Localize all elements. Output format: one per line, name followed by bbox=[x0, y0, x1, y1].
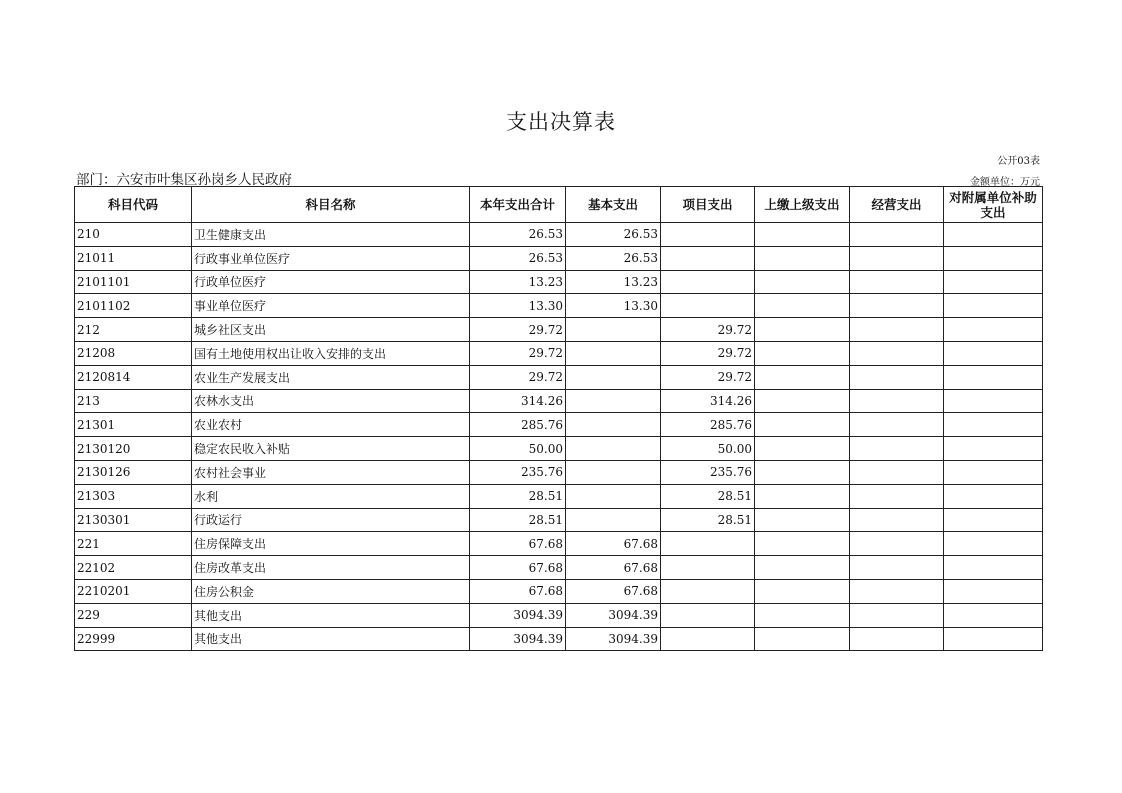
cell-project bbox=[661, 223, 755, 247]
cell-business bbox=[850, 270, 944, 294]
cell-total: 314.26 bbox=[470, 389, 566, 413]
cell-business bbox=[850, 508, 944, 532]
cell-total: 3094.39 bbox=[470, 627, 566, 651]
cell-basic bbox=[566, 437, 661, 461]
table-row bbox=[75, 579, 1043, 603]
cell-basic: 67.68 bbox=[566, 532, 661, 556]
header-subject-name: 科目名称 bbox=[192, 187, 470, 223]
expenditure-table bbox=[74, 186, 1043, 651]
cell-upper-level bbox=[755, 484, 850, 508]
page-title: 支出决算表 bbox=[506, 110, 616, 134]
cell-upper-level bbox=[755, 579, 850, 603]
cell-subject-name: 农村社会事业 bbox=[192, 460, 470, 484]
cell-subsidy bbox=[944, 460, 1043, 484]
cell-total: 3094.39 bbox=[470, 603, 566, 627]
header-project-expenditure: 项目支出 bbox=[661, 187, 755, 223]
cell-basic bbox=[566, 365, 661, 389]
cell-total: 26.53 bbox=[470, 223, 566, 247]
cell-subsidy bbox=[944, 556, 1043, 580]
cell-subject-code: 210 bbox=[75, 223, 192, 247]
cell-business bbox=[850, 413, 944, 437]
cell-business bbox=[850, 318, 944, 342]
cell-subject-code: 2130120 bbox=[75, 437, 192, 461]
cell-total: 29.72 bbox=[470, 318, 566, 342]
cell-subsidy bbox=[944, 365, 1043, 389]
table-row bbox=[75, 413, 1043, 437]
cell-upper-level bbox=[755, 270, 850, 294]
cell-subject-name: 住房保障支出 bbox=[192, 532, 470, 556]
cell-subject-name: 农林水支出 bbox=[192, 389, 470, 413]
cell-business bbox=[850, 484, 944, 508]
cell-project bbox=[661, 579, 755, 603]
cell-business bbox=[850, 365, 944, 389]
cell-subsidy bbox=[944, 341, 1043, 365]
cell-subject-code: 212 bbox=[75, 318, 192, 342]
cell-business bbox=[850, 223, 944, 247]
table-row bbox=[75, 460, 1043, 484]
cell-business bbox=[850, 389, 944, 413]
cell-project bbox=[661, 532, 755, 556]
cell-project bbox=[661, 270, 755, 294]
cell-subsidy bbox=[944, 246, 1043, 270]
cell-project: 29.72 bbox=[661, 318, 755, 342]
cell-basic bbox=[566, 460, 661, 484]
table-row bbox=[75, 294, 1043, 318]
cell-subject-code: 213 bbox=[75, 389, 192, 413]
cell-subject-code: 2210201 bbox=[75, 579, 192, 603]
cell-total: 29.72 bbox=[470, 341, 566, 365]
cell-project: 235.76 bbox=[661, 460, 755, 484]
cell-subject-name: 农业农村 bbox=[192, 413, 470, 437]
cell-subject-code: 2101101 bbox=[75, 270, 192, 294]
header-basic-expenditure: 基本支出 bbox=[566, 187, 661, 223]
cell-project: 28.51 bbox=[661, 484, 755, 508]
table-row bbox=[75, 627, 1043, 651]
header-subject-code: 科目代码 bbox=[75, 187, 192, 223]
cell-total: 13.30 bbox=[470, 294, 566, 318]
cell-project: 29.72 bbox=[661, 365, 755, 389]
table-row bbox=[75, 508, 1043, 532]
cell-total: 67.68 bbox=[470, 556, 566, 580]
cell-project: 28.51 bbox=[661, 508, 755, 532]
cell-subject-code: 21011 bbox=[75, 246, 192, 270]
cell-project: 50.00 bbox=[661, 437, 755, 461]
cell-business bbox=[850, 603, 944, 627]
table-header-row bbox=[75, 187, 1043, 223]
cell-project bbox=[661, 556, 755, 580]
cell-subject-name: 其他支出 bbox=[192, 627, 470, 651]
table-row bbox=[75, 318, 1043, 342]
cell-project bbox=[661, 294, 755, 318]
cell-subsidy bbox=[944, 270, 1043, 294]
cell-basic: 26.53 bbox=[566, 246, 661, 270]
cell-total: 28.51 bbox=[470, 484, 566, 508]
table-row bbox=[75, 223, 1043, 247]
cell-upper-level bbox=[755, 318, 850, 342]
cell-subsidy bbox=[944, 318, 1043, 342]
header-affiliate-subsidy: 对附属单位补助支出 bbox=[944, 187, 1043, 223]
cell-business bbox=[850, 532, 944, 556]
cell-subsidy bbox=[944, 294, 1043, 318]
cell-subject-code: 21301 bbox=[75, 413, 192, 437]
cell-subject-code: 221 bbox=[75, 532, 192, 556]
cell-subject-name: 行政运行 bbox=[192, 508, 470, 532]
cell-subject-code: 22999 bbox=[75, 627, 192, 651]
amount-unit-label: 金额单位：万元 bbox=[970, 177, 1040, 188]
cell-basic bbox=[566, 508, 661, 532]
cell-subsidy bbox=[944, 532, 1043, 556]
cell-basic: 13.23 bbox=[566, 270, 661, 294]
cell-subject-code: 2120814 bbox=[75, 365, 192, 389]
cell-project bbox=[661, 627, 755, 651]
table-row bbox=[75, 556, 1043, 580]
cell-subject-name: 稳定农民收入补贴 bbox=[192, 437, 470, 461]
table-row bbox=[75, 603, 1043, 627]
cell-project: 314.26 bbox=[661, 389, 755, 413]
cell-project: 29.72 bbox=[661, 341, 755, 365]
cell-subject-name: 其他支出 bbox=[192, 603, 470, 627]
cell-subject-name: 城乡社区支出 bbox=[192, 318, 470, 342]
cell-subject-code: 21208 bbox=[75, 341, 192, 365]
department-label: 部门：六安市叶集区孙岗乡人民政府 bbox=[76, 172, 292, 188]
cell-subsidy bbox=[944, 627, 1043, 651]
cell-subject-name: 住房改革支出 bbox=[192, 556, 470, 580]
cell-upper-level bbox=[755, 294, 850, 318]
cell-subject-name: 住房公积金 bbox=[192, 579, 470, 603]
cell-subject-name: 卫生健康支出 bbox=[192, 223, 470, 247]
cell-business bbox=[850, 246, 944, 270]
cell-upper-level bbox=[755, 246, 850, 270]
table-row bbox=[75, 246, 1043, 270]
header-business-expenditure: 经营支出 bbox=[850, 187, 944, 223]
cell-subsidy bbox=[944, 579, 1043, 603]
cell-upper-level bbox=[755, 603, 850, 627]
table-row bbox=[75, 270, 1043, 294]
cell-upper-level bbox=[755, 223, 850, 247]
cell-business bbox=[850, 437, 944, 461]
cell-total: 285.76 bbox=[470, 413, 566, 437]
table-row bbox=[75, 532, 1043, 556]
cell-project: 285.76 bbox=[661, 413, 755, 437]
cell-upper-level bbox=[755, 627, 850, 651]
cell-total: 29.72 bbox=[470, 365, 566, 389]
cell-total: 50.00 bbox=[470, 437, 566, 461]
cell-upper-level bbox=[755, 460, 850, 484]
cell-business bbox=[850, 341, 944, 365]
table-row bbox=[75, 437, 1043, 461]
cell-upper-level bbox=[755, 413, 850, 437]
cell-basic: 3094.39 bbox=[566, 603, 661, 627]
cell-subsidy bbox=[944, 484, 1043, 508]
cell-total: 235.76 bbox=[470, 460, 566, 484]
cell-subject-name: 水利 bbox=[192, 484, 470, 508]
cell-subject-code: 2101102 bbox=[75, 294, 192, 318]
cell-subject-name: 行政事业单位医疗 bbox=[192, 246, 470, 270]
cell-subject-name: 事业单位医疗 bbox=[192, 294, 470, 318]
cell-upper-level bbox=[755, 389, 850, 413]
cell-upper-level bbox=[755, 437, 850, 461]
cell-basic bbox=[566, 318, 661, 342]
cell-subsidy bbox=[944, 413, 1043, 437]
cell-subject-code: 229 bbox=[75, 603, 192, 627]
cell-total: 13.23 bbox=[470, 270, 566, 294]
cell-subject-code: 21303 bbox=[75, 484, 192, 508]
cell-business bbox=[850, 460, 944, 484]
cell-subject-code: 2130126 bbox=[75, 460, 192, 484]
cell-project bbox=[661, 603, 755, 627]
cell-subsidy bbox=[944, 603, 1043, 627]
cell-total: 67.68 bbox=[470, 532, 566, 556]
cell-basic: 67.68 bbox=[566, 556, 661, 580]
cell-business bbox=[850, 627, 944, 651]
cell-subsidy bbox=[944, 389, 1043, 413]
cell-basic: 13.30 bbox=[566, 294, 661, 318]
cell-subsidy bbox=[944, 437, 1043, 461]
cell-subject-name: 行政单位医疗 bbox=[192, 270, 470, 294]
cell-project bbox=[661, 246, 755, 270]
header-upper-level-payment: 上缴上级支出 bbox=[755, 187, 850, 223]
cell-upper-level bbox=[755, 556, 850, 580]
table-row bbox=[75, 341, 1043, 365]
cell-upper-level bbox=[755, 508, 850, 532]
cell-subsidy bbox=[944, 508, 1043, 532]
form-code: 公开03表 bbox=[997, 156, 1040, 167]
cell-subject-name: 国有土地使用权出让收入安排的支出 bbox=[192, 341, 470, 365]
cell-upper-level bbox=[755, 532, 850, 556]
cell-subject-name: 农业生产发展支出 bbox=[192, 365, 470, 389]
header-total-expenditure: 本年支出合计 bbox=[470, 187, 566, 223]
cell-subject-code: 22102 bbox=[75, 556, 192, 580]
table-row bbox=[75, 389, 1043, 413]
cell-basic: 26.53 bbox=[566, 223, 661, 247]
cell-subsidy bbox=[944, 223, 1043, 247]
cell-basic: 67.68 bbox=[566, 579, 661, 603]
cell-total: 28.51 bbox=[470, 508, 566, 532]
cell-business bbox=[850, 294, 944, 318]
cell-basic bbox=[566, 413, 661, 437]
cell-total: 67.68 bbox=[470, 579, 566, 603]
table-row bbox=[75, 484, 1043, 508]
cell-basic bbox=[566, 341, 661, 365]
table-row bbox=[75, 365, 1043, 389]
cell-basic bbox=[566, 484, 661, 508]
cell-business bbox=[850, 579, 944, 603]
cell-subject-code: 2130301 bbox=[75, 508, 192, 532]
cell-upper-level bbox=[755, 365, 850, 389]
cell-total: 26.53 bbox=[470, 246, 566, 270]
cell-business bbox=[850, 556, 944, 580]
cell-upper-level bbox=[755, 341, 850, 365]
cell-basic: 3094.39 bbox=[566, 627, 661, 651]
cell-basic bbox=[566, 389, 661, 413]
